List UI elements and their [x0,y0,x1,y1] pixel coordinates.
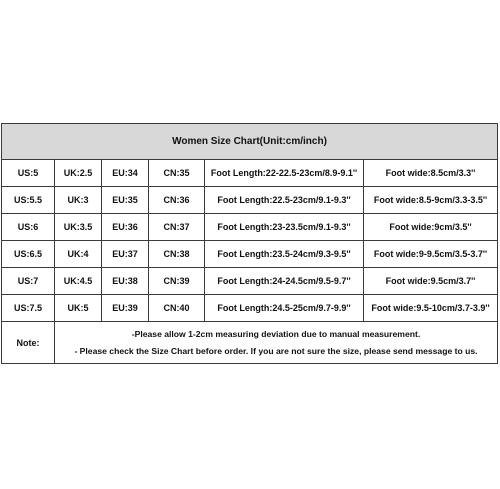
table-row [2,214,497,241]
uk-size-cell: UK:5 [55,295,102,321]
us-size-cell: US:7.5 [2,295,55,321]
us-size-cell: US:7 [2,268,55,294]
foot-length-cell: Foot Length:23-23.5cm/9.1-9.3'' [205,214,364,240]
foot-length-cell: Foot Length:24.5-25cm/9.7-9.9'' [205,295,364,321]
us-size-cell: US:5.5 [2,187,55,213]
eu-size-cell: EU:38 [102,268,149,294]
foot-wide-cell: Foot wide:9cm/3.5'' [389,222,472,232]
foot-wide-cell: Foot wide:9.5cm/3.7'' [385,276,476,286]
foot-wide-cell: Foot wide:8.5cm/3.3'' [385,168,476,178]
table-row [2,295,497,322]
note-row [2,322,497,363]
foot-length-cell: Foot Length:22-22.5-23cm/8.9-9.1'' [205,160,364,186]
table-row [2,268,497,295]
us-size-cell: US:6 [2,214,55,240]
uk-size-cell: UK:2.5 [55,160,102,186]
uk-size-cell: UK:4 [55,241,102,267]
cn-size-cell: CN:39 [149,268,205,294]
size-chart-title: Women Size Chart(Unit:cm/inch) [2,124,497,160]
us-size-cell: US:6.5 [2,241,55,267]
foot-wide-cell: Foot wide:9.5-10cm/3.7-3.9'' [371,303,490,313]
us-size-cell: US:5 [2,160,55,186]
cn-size-cell: CN:38 [149,241,205,267]
eu-size-cell: EU:34 [102,160,149,186]
foot-length-cell: Foot Length:24-24.5cm/9.5-9.7'' [205,268,364,294]
table-row [2,160,497,187]
cn-size-cell: CN:37 [149,214,205,240]
size-chart-table [1,123,498,364]
cn-size-cell: CN:36 [149,187,205,213]
uk-size-cell: UK:4.5 [55,268,102,294]
table-row [2,187,497,214]
note-line-measuring-deviation: -Please allow 1-2cm measuring deviation due to manual measurement. [131,328,421,339]
foot-length-cell: Foot Length:22.5-23cm/9.1-9.3'' [205,187,364,213]
note-line-check-size-chart: - Please check the Size Chart before order. If you are not sure the size, please send message to us. [74,345,478,356]
cn-size-cell: CN:35 [149,160,205,186]
eu-size-cell: EU:37 [102,241,149,267]
note-label: Note: [2,322,55,363]
uk-size-cell: UK:3.5 [55,214,102,240]
table-row [2,241,497,268]
eu-size-cell: EU:39 [102,295,149,321]
foot-wide-cell: Foot wide:8.5-9cm/3.3-3.5'' [373,195,488,205]
foot-wide-cell: Foot wide:9-9.5cm/3.5-3.7'' [373,249,488,259]
eu-size-cell: EU:35 [102,187,149,213]
cn-size-cell: CN:40 [149,295,205,321]
eu-size-cell: EU:36 [102,214,149,240]
uk-size-cell: UK:3 [55,187,102,213]
foot-length-cell: Foot Length:23.5-24cm/9.3-9.5'' [205,241,364,267]
note-text [55,322,497,363]
